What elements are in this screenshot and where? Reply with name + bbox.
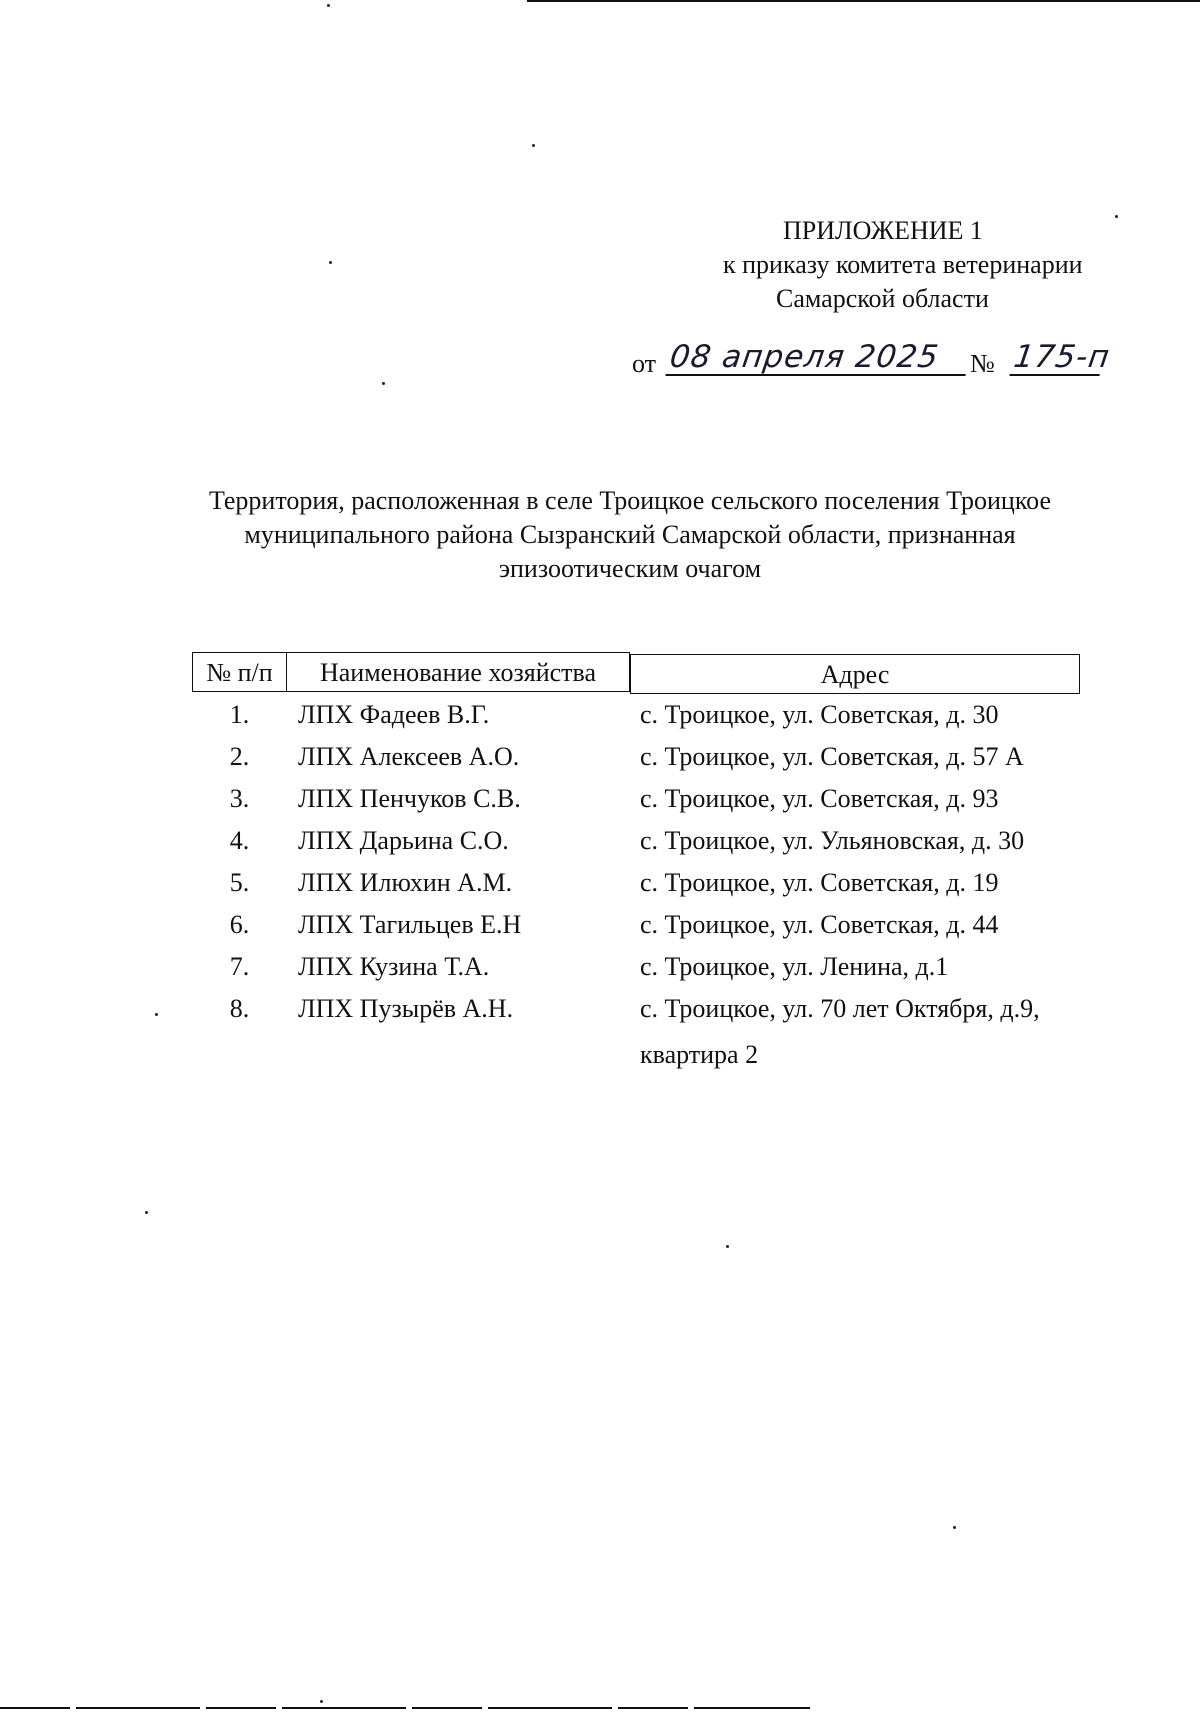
- row-number: 8.: [229, 994, 250, 1023]
- household-address: с. Троицкое, ул. Советская, д. 30: [640, 700, 999, 729]
- household-address: с. Троицкое, ул. Советская, д. 93: [640, 784, 999, 813]
- row-number: 5.: [229, 868, 250, 897]
- appendix-order-reference: к приказу комитета ветеринарии: [723, 250, 1083, 279]
- heading-line-2: муниципального района Сызранский Самарской области, признанная: [244, 520, 1016, 549]
- scan-edge-top: [527, 0, 1200, 2]
- order-number-label: №: [970, 349, 995, 378]
- heading-line-3: эпизоотическим очагом: [498, 554, 762, 583]
- scan-speck: [145, 1211, 148, 1214]
- order-from-label: от: [632, 349, 657, 378]
- row-number: 7.: [229, 952, 250, 981]
- household-address-line-2: квартира 2: [640, 1040, 759, 1069]
- household-name: ЛПХ Пузырёв А.Н.: [298, 994, 514, 1023]
- table-row: [192, 694, 1080, 736]
- scan-speck: [327, 4, 330, 7]
- order-date-handwritten: 08 апреля 2025: [665, 340, 970, 376]
- households-table: [192, 652, 1080, 1080]
- scan-speck: [329, 261, 332, 264]
- household-address: с. Троицкое, ул. Советская, д. 19: [640, 868, 999, 897]
- scan-speck: [532, 144, 535, 147]
- household-address-line-1: с. Троицкое, ул. 70 лет Октября, д.9,: [640, 994, 1040, 1023]
- appendix-title: ПРИЛОЖЕНИЕ 1: [783, 216, 983, 245]
- household-address: [640, 994, 1040, 1070]
- scan-speck: [953, 1526, 956, 1529]
- table-row: [192, 862, 1080, 904]
- table-row: [192, 820, 1080, 862]
- appendix-region: Самарской области: [776, 284, 989, 313]
- column-header-name: Наименование хозяйства: [286, 652, 630, 692]
- scan-speck: [382, 382, 385, 385]
- household-name: ЛПХ Пенчуков С.В.: [298, 784, 521, 813]
- household-name: ЛПХ Тагильцев Е.Н: [298, 910, 522, 939]
- household-name: ЛПХ Кузина Т.А.: [298, 952, 490, 981]
- scan-speck: [155, 1013, 158, 1016]
- row-number: 6.: [229, 910, 250, 939]
- household-address: с. Троицкое, ул. Ленина, д.1: [640, 952, 949, 981]
- table-header: [192, 652, 1080, 694]
- column-header-number: № п/п: [192, 652, 287, 692]
- row-number: 3.: [229, 784, 250, 813]
- scan-speck: [1115, 215, 1118, 218]
- table-row: [192, 946, 1080, 988]
- household-address: с. Троицкое, ул. Советская, д. 44: [640, 910, 999, 939]
- order-number-handwritten: 175-п: [1009, 340, 1104, 376]
- heading-line-1: Территория, расположенная в селе Троицкое сельского поселения Троицкое: [208, 486, 1052, 515]
- row-number: 4.: [229, 826, 250, 855]
- household-name: ЛПХ Дарьина С.О.: [298, 826, 509, 855]
- table-row: [192, 778, 1080, 820]
- scan-edge-bottom: [0, 1707, 810, 1709]
- column-header-address: Адрес: [630, 654, 1080, 694]
- row-number: 1.: [229, 700, 250, 729]
- table-row: [192, 904, 1080, 946]
- table-row: [192, 736, 1080, 778]
- row-number: 2.: [229, 742, 250, 771]
- table-row: [192, 988, 1080, 1080]
- household-name: ЛПХ Илюхин А.М.: [298, 868, 513, 897]
- document-heading: [160, 484, 1100, 586]
- household-name: ЛПХ Фадеев В.Г.: [298, 700, 490, 729]
- household-address: с. Троицкое, ул. Ульяновская, д. 30: [640, 826, 1025, 855]
- order-date-number: [632, 339, 1113, 380]
- household-name: ЛПХ Алексеев А.О.: [298, 742, 520, 771]
- household-address: с. Троицкое, ул. Советская, д. 57 А: [640, 742, 1024, 771]
- scan-speck: [726, 1245, 729, 1248]
- scan-speck: [320, 1700, 323, 1703]
